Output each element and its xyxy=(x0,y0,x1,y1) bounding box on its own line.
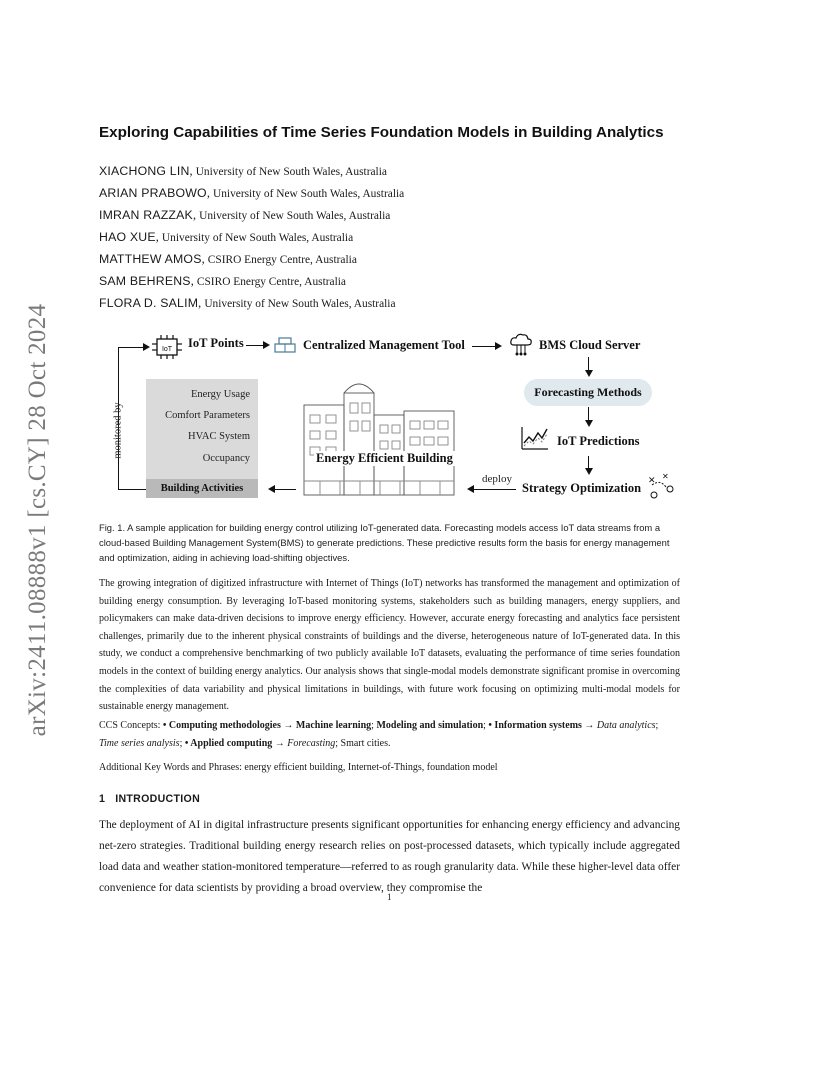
author-entry: HAO XUE, University of New South Wales, Australia xyxy=(99,230,354,244)
author-name: HAO XUE xyxy=(99,230,156,244)
activity-item: Comfort Parameters xyxy=(165,410,250,421)
ccs-term: Modeling and simulation xyxy=(376,720,484,731)
author-affiliation: CSIRO Energy Centre, Australia xyxy=(196,276,346,288)
bms-cloud-server-node: BMS Cloud Server xyxy=(539,338,641,352)
forecasting-methods-node: Forecasting Methods xyxy=(524,379,652,406)
author-affiliation: University of New South Wales, Australia xyxy=(204,298,396,310)
author-entry: IMRAN RAZZAK, University of New South Wales, Australia xyxy=(99,208,391,222)
svg-text:✕: ✕ xyxy=(662,472,669,481)
author-entry: XIACHONG LIN, University of New South Wales, Australia xyxy=(99,164,387,178)
author-name: XIACHONG LIN xyxy=(99,164,190,178)
ccs-subterm: Time series analysis xyxy=(99,737,180,749)
figure-1-diagram xyxy=(96,325,716,505)
centralized-management-tool-node: Centralized Management Tool xyxy=(303,338,465,352)
arxiv-sidebar xyxy=(16,280,60,760)
figure-caption: Fig. 1. A sample application for building energy control utilizing IoT-generated data. Forecasting models access IoT data streams from a cloud-based Building Management System(BMS) to generate predictions. These predictive results form the basis for energy management and optimization, aiding in achieving load-shifting objectives. xyxy=(99,522,670,563)
author-list xyxy=(99,160,404,314)
ccs-subterm: Forecasting xyxy=(287,737,336,749)
author-name: ARIAN PRABOWO xyxy=(99,186,207,200)
cloud-server-icon xyxy=(508,331,534,357)
ccs-sep: → xyxy=(272,737,288,749)
section-number: 1 xyxy=(99,793,106,805)
ccs-concepts xyxy=(99,717,680,752)
activity-item: Energy Usage xyxy=(191,389,250,400)
monitored-by-label: monitored by xyxy=(112,402,124,459)
building-activities-label: Building Activities xyxy=(146,479,258,498)
svg-text:✕: ✕ xyxy=(648,476,656,486)
author-affiliation: University of New South Wales, Australia xyxy=(199,210,391,222)
deploy-label: deploy xyxy=(482,473,512,485)
iot-predictions-node: IoT Predictions xyxy=(557,434,640,448)
ccs-sep: ; xyxy=(655,720,659,731)
arxiv-id: arXiv:2411.08888v1 [cs.CY] 28 Oct 2024 xyxy=(24,303,51,737)
strategy-optimization-node: Strategy Optimization xyxy=(522,481,642,495)
ccs-sep: ; Smart cities. xyxy=(335,737,391,749)
author-affiliation: University of New South Wales, Australia xyxy=(212,188,405,200)
building-illustration xyxy=(300,375,460,500)
ccs-term: • Computing methodologies xyxy=(162,720,281,731)
ccs-sep: → xyxy=(280,720,296,731)
ccs-term: • Information systems xyxy=(488,720,582,731)
author-name: MATTHEW AMOS xyxy=(99,252,202,266)
strategy-play-icon xyxy=(646,471,676,501)
author-affiliation: CSIRO Energy Centre, Australia xyxy=(207,254,357,266)
introduction-paragraph: The deployment of AI in digital infrastructure presents significant opportunities for enhancing energy efficiency and advancing net-zero strategies. Traditional building energy research relies on post-processed datasets, which typically include aggregated load data and weather station-monitored temperature—referred to as rough granularity data. While these higher-level data offer convenience for data scientists by providing a broad overview, they compromise the xyxy=(99,819,680,894)
energy-efficient-building-node: Energy Efficient Building xyxy=(316,451,453,465)
author-entry: ARIAN PRABOWO, University of New South Wales, Australia xyxy=(99,186,405,200)
activity-item: Occupancy xyxy=(202,453,250,464)
author-entry: SAM BEHRENS, CSIRO Energy Centre, Australia xyxy=(99,274,346,288)
line-chart-icon xyxy=(520,425,550,451)
iot-points-node: IoT Points xyxy=(188,336,244,350)
section-title: INTRODUCTION xyxy=(115,793,201,805)
ccs-subterm: Data analytics xyxy=(596,720,656,731)
author-entry: FLORA D. SALIM, University of New South Wales, Australia xyxy=(99,296,396,310)
ccs-term: • Applied computing xyxy=(184,737,273,749)
author-name: FLORA D. SALIM xyxy=(99,296,199,310)
author-affiliation: University of New South Wales, Australia xyxy=(195,166,387,178)
ccs-sep: ; xyxy=(483,720,489,731)
ccs-sep: ; xyxy=(179,737,185,749)
activity-item: HVAC System xyxy=(188,431,250,442)
ccs-term: Machine learning xyxy=(295,720,372,731)
page-number: 1 xyxy=(387,892,392,902)
activities-box xyxy=(146,379,258,479)
iot-chip-icon xyxy=(150,333,184,361)
author-name: SAM BEHRENS xyxy=(99,274,191,288)
section-heading xyxy=(99,793,200,805)
author-name: IMRAN RAZZAK xyxy=(99,208,193,222)
abstract: The growing integration of digitized infrastructure with Internet of Things (IoT) networks has transformed the management and optimization of building energy consumption. By leveraging IoT-based monitoring systems, stakeholders such as building managers, energy suppliers, and policymakers can make data-driven decisions to improve energy efficiency. However, accurate energy forecasting and analytics face persistent challenges, primarily due to the inherent physical constraints of buildings and the diverse, heterogeneous nature of IoT-generated data. In this study, we conduct a comprehensive benchmarking of two publicly available IoT datasets, evaluating the performance of time series foundation models in the context of building energy analytics. Our analysis shows that single-modal models demonstrate significant promise in overcoming the complexities of data variability and physical limitations in buildings, with future work focusing on optimizing multi-modal models for sustainable energy management. xyxy=(99,578,680,713)
iot-chip-text: IoT xyxy=(161,346,173,353)
ccs-sep: → xyxy=(581,720,597,731)
author-affiliation: University of New South Wales, Australia xyxy=(161,232,354,244)
ccs-lead: CCS Concepts: xyxy=(99,720,163,731)
ccs-sep: ; xyxy=(371,720,377,731)
paper-title: Exploring Capabilities of Time Series Foundation Models in Building Analytics xyxy=(99,124,664,141)
keywords: Additional Key Words and Phrases: energy efficient building, Internet-of-Things, foundation model xyxy=(99,762,498,773)
management-tool-icon xyxy=(273,335,297,355)
author-entry: MATTHEW AMOS, CSIRO Energy Centre, Australia xyxy=(99,252,357,266)
